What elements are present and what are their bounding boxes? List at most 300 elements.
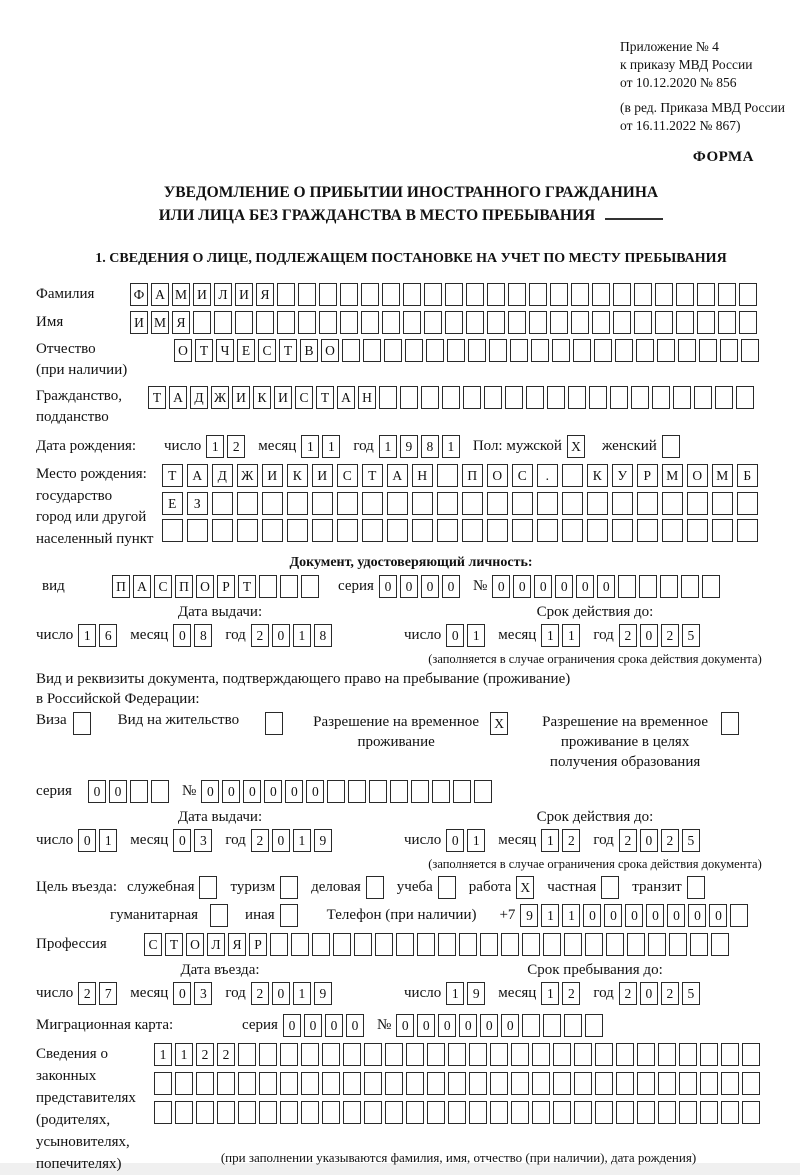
char-cell[interactable]: 7	[99, 982, 117, 1005]
char-cell[interactable]	[531, 339, 549, 362]
char-cell[interactable]	[175, 1101, 193, 1124]
char-cell[interactable]	[606, 933, 624, 956]
char-cell[interactable]: 0	[88, 780, 106, 803]
char-cell[interactable]	[718, 311, 736, 334]
char-cell[interactable]: 8	[421, 435, 439, 458]
char-cell[interactable]	[403, 283, 421, 306]
char-cell[interactable]: 2	[251, 829, 269, 852]
char-cell[interactable]: Ф	[130, 283, 148, 306]
char-cell[interactable]	[214, 311, 232, 334]
char-cell[interactable]: X	[567, 435, 585, 458]
char-cell[interactable]	[612, 519, 633, 542]
char-cell[interactable]: И	[232, 386, 250, 409]
char-cell[interactable]	[543, 933, 561, 956]
char-cell[interactable]: Я	[172, 311, 190, 334]
char-cell[interactable]	[322, 1043, 340, 1066]
char-cell[interactable]	[73, 712, 91, 735]
char-cell[interactable]: 1	[293, 982, 311, 1005]
char-cell[interactable]: 2	[251, 982, 269, 1005]
char-cell[interactable]	[298, 283, 316, 306]
char-cell[interactable]: М	[172, 283, 190, 306]
char-cell[interactable]: 0	[346, 1014, 364, 1037]
char-cell[interactable]: Е	[237, 339, 255, 362]
char-cell[interactable]	[510, 339, 528, 362]
char-cell[interactable]	[574, 1043, 592, 1066]
char-cell[interactable]: С	[337, 464, 358, 487]
char-cell[interactable]: 5	[682, 624, 700, 647]
char-cell[interactable]	[553, 1072, 571, 1095]
char-cell[interactable]: 0	[78, 829, 96, 852]
char-cell[interactable]: 0	[283, 1014, 301, 1037]
char-cell[interactable]: 0	[400, 575, 418, 598]
char-cell[interactable]: 5	[682, 829, 700, 852]
char-cell[interactable]: 0	[396, 1014, 414, 1037]
char-cell[interactable]	[669, 933, 687, 956]
char-cell[interactable]: 1	[175, 1043, 193, 1066]
char-cell[interactable]: 1	[541, 904, 559, 927]
char-cell[interactable]: Т	[362, 464, 383, 487]
char-cell[interactable]	[532, 1101, 550, 1124]
char-cell[interactable]: 9	[400, 435, 418, 458]
char-cell[interactable]: 0	[646, 904, 664, 927]
char-cell[interactable]	[480, 933, 498, 956]
char-cell[interactable]	[739, 311, 757, 334]
char-cell[interactable]	[468, 339, 486, 362]
char-cell[interactable]	[615, 339, 633, 362]
char-cell[interactable]: 2	[562, 982, 580, 1005]
char-cell[interactable]: 0	[446, 624, 464, 647]
char-cell[interactable]	[385, 1072, 403, 1095]
char-cell[interactable]: Я	[228, 933, 246, 956]
char-cell[interactable]: 2	[661, 624, 679, 647]
char-cell[interactable]	[595, 1101, 613, 1124]
char-cell[interactable]	[375, 933, 393, 956]
char-cell[interactable]: 0	[446, 829, 464, 852]
char-cell[interactable]: 1	[293, 829, 311, 852]
char-cell[interactable]	[212, 492, 233, 515]
char-cell[interactable]: 9	[314, 829, 332, 852]
char-cell[interactable]	[742, 1101, 760, 1124]
char-cell[interactable]	[421, 386, 439, 409]
char-cell[interactable]	[562, 464, 583, 487]
char-cell[interactable]	[151, 780, 169, 803]
char-cell[interactable]: К	[587, 464, 608, 487]
char-cell[interactable]: 0	[576, 575, 594, 598]
char-cell[interactable]: И	[312, 464, 333, 487]
char-cell[interactable]: О	[487, 464, 508, 487]
char-cell[interactable]	[550, 283, 568, 306]
char-cell[interactable]	[739, 283, 757, 306]
char-cell[interactable]	[196, 1072, 214, 1095]
char-cell[interactable]	[448, 1043, 466, 1066]
char-cell[interactable]	[655, 283, 673, 306]
char-cell[interactable]	[438, 876, 456, 899]
char-cell[interactable]	[210, 904, 228, 927]
char-cell[interactable]	[532, 1072, 550, 1095]
char-cell[interactable]: Т	[279, 339, 297, 362]
char-cell[interactable]: К	[287, 464, 308, 487]
char-cell[interactable]	[361, 283, 379, 306]
char-cell[interactable]	[721, 1043, 739, 1066]
char-cell[interactable]	[265, 712, 283, 735]
char-cell[interactable]	[592, 311, 610, 334]
char-cell[interactable]	[362, 492, 383, 515]
char-cell[interactable]: 1	[562, 624, 580, 647]
char-cell[interactable]	[432, 780, 450, 803]
char-cell[interactable]	[637, 519, 658, 542]
char-cell[interactable]	[631, 386, 649, 409]
char-cell[interactable]	[277, 283, 295, 306]
char-cell[interactable]: О	[186, 933, 204, 956]
char-cell[interactable]: А	[151, 283, 169, 306]
char-cell[interactable]: 1	[154, 1043, 172, 1066]
char-cell[interactable]	[694, 386, 712, 409]
char-cell[interactable]: 9	[520, 904, 538, 927]
char-cell[interactable]	[508, 283, 526, 306]
char-cell[interactable]	[466, 311, 484, 334]
char-cell[interactable]: Л	[207, 933, 225, 956]
char-cell[interactable]	[154, 1072, 172, 1095]
char-cell[interactable]	[484, 386, 502, 409]
char-cell[interactable]	[237, 519, 258, 542]
char-cell[interactable]: 5	[682, 982, 700, 1005]
char-cell[interactable]	[259, 575, 277, 598]
char-cell[interactable]: Т	[195, 339, 213, 362]
char-cell[interactable]	[301, 1072, 319, 1095]
char-cell[interactable]	[601, 876, 619, 899]
char-cell[interactable]	[238, 1072, 256, 1095]
char-cell[interactable]	[462, 519, 483, 542]
char-cell[interactable]	[587, 492, 608, 515]
char-cell[interactable]: С	[144, 933, 162, 956]
char-cell[interactable]	[412, 492, 433, 515]
char-cell[interactable]	[405, 339, 423, 362]
char-cell[interactable]	[700, 1043, 718, 1066]
char-cell[interactable]	[327, 780, 345, 803]
char-cell[interactable]	[662, 435, 680, 458]
char-cell[interactable]	[280, 1101, 298, 1124]
char-cell[interactable]	[343, 1043, 361, 1066]
char-cell[interactable]	[508, 311, 526, 334]
char-cell[interactable]	[238, 1043, 256, 1066]
char-cell[interactable]: Т	[162, 464, 183, 487]
char-cell[interactable]	[382, 311, 400, 334]
char-cell[interactable]	[154, 1101, 172, 1124]
char-cell[interactable]	[187, 519, 208, 542]
char-cell[interactable]	[235, 311, 253, 334]
char-cell[interactable]	[474, 780, 492, 803]
char-cell[interactable]	[312, 933, 330, 956]
char-cell[interactable]: 2	[196, 1043, 214, 1066]
char-cell[interactable]	[648, 933, 666, 956]
char-cell[interactable]	[280, 904, 298, 927]
char-cell[interactable]	[589, 386, 607, 409]
char-cell[interactable]	[256, 311, 274, 334]
char-cell[interactable]	[342, 339, 360, 362]
char-cell[interactable]	[445, 311, 463, 334]
char-cell[interactable]: С	[154, 575, 172, 598]
char-cell[interactable]	[162, 519, 183, 542]
char-cell[interactable]: 0	[709, 904, 727, 927]
char-cell[interactable]: 0	[264, 780, 282, 803]
char-cell[interactable]	[721, 1072, 739, 1095]
char-cell[interactable]: 8	[314, 624, 332, 647]
char-cell[interactable]	[658, 1101, 676, 1124]
char-cell[interactable]	[390, 780, 408, 803]
char-cell[interactable]: 1	[541, 982, 559, 1005]
char-cell[interactable]	[437, 492, 458, 515]
char-cell[interactable]	[490, 1101, 508, 1124]
char-cell[interactable]: Р	[249, 933, 267, 956]
char-cell[interactable]	[532, 1043, 550, 1066]
char-cell[interactable]: 1	[293, 624, 311, 647]
char-cell[interactable]	[616, 1101, 634, 1124]
char-cell[interactable]	[587, 519, 608, 542]
char-cell[interactable]: 2	[619, 829, 637, 852]
char-cell[interactable]	[312, 492, 333, 515]
char-cell[interactable]	[711, 933, 729, 956]
char-cell[interactable]: О	[321, 339, 339, 362]
char-cell[interactable]: Б	[737, 464, 758, 487]
char-cell[interactable]	[522, 933, 540, 956]
char-cell[interactable]	[529, 311, 547, 334]
char-cell[interactable]: 0	[173, 829, 191, 852]
char-cell[interactable]	[312, 519, 333, 542]
char-cell[interactable]	[427, 1043, 445, 1066]
char-cell[interactable]	[417, 933, 435, 956]
char-cell[interactable]: 0	[201, 780, 219, 803]
char-cell[interactable]: 8	[194, 624, 212, 647]
char-cell[interactable]	[712, 519, 733, 542]
char-cell[interactable]: М	[662, 464, 683, 487]
char-cell[interactable]	[448, 1101, 466, 1124]
char-cell[interactable]	[354, 933, 372, 956]
char-cell[interactable]	[547, 386, 565, 409]
char-cell[interactable]	[741, 339, 759, 362]
char-cell[interactable]	[662, 519, 683, 542]
char-cell[interactable]	[364, 1072, 382, 1095]
char-cell[interactable]	[382, 283, 400, 306]
char-cell[interactable]	[259, 1043, 277, 1066]
char-cell[interactable]: У	[612, 464, 633, 487]
char-cell[interactable]	[130, 780, 148, 803]
char-cell[interactable]	[343, 1072, 361, 1095]
char-cell[interactable]	[437, 519, 458, 542]
char-cell[interactable]	[298, 311, 316, 334]
char-cell[interactable]	[721, 712, 739, 735]
char-cell[interactable]	[259, 1101, 277, 1124]
char-cell[interactable]: С	[512, 464, 533, 487]
char-cell[interactable]	[424, 283, 442, 306]
char-cell[interactable]	[574, 1072, 592, 1095]
char-cell[interactable]	[387, 519, 408, 542]
char-cell[interactable]: 6	[99, 624, 117, 647]
char-cell[interactable]	[613, 311, 631, 334]
char-cell[interactable]	[512, 519, 533, 542]
char-cell[interactable]: 1	[467, 829, 485, 852]
char-cell[interactable]: 2	[619, 624, 637, 647]
char-cell[interactable]: 0	[604, 904, 622, 927]
char-cell[interactable]	[364, 1043, 382, 1066]
char-cell[interactable]	[639, 575, 657, 598]
char-cell[interactable]	[396, 933, 414, 956]
char-cell[interactable]	[562, 492, 583, 515]
char-cell[interactable]: 0	[534, 575, 552, 598]
char-cell[interactable]: Я	[256, 283, 274, 306]
char-cell[interactable]	[737, 492, 758, 515]
char-cell[interactable]	[466, 283, 484, 306]
char-cell[interactable]	[595, 1072, 613, 1095]
char-cell[interactable]: Т	[238, 575, 256, 598]
char-cell[interactable]: 3	[194, 829, 212, 852]
char-cell[interactable]: 9	[467, 982, 485, 1005]
char-cell[interactable]	[616, 1043, 634, 1066]
char-cell[interactable]: 0	[285, 780, 303, 803]
char-cell[interactable]	[676, 283, 694, 306]
char-cell[interactable]: 1	[99, 829, 117, 852]
char-cell[interactable]: 1	[322, 435, 340, 458]
char-cell[interactable]: М	[151, 311, 169, 334]
char-cell[interactable]	[681, 575, 699, 598]
char-cell[interactable]: Д	[212, 464, 233, 487]
char-cell[interactable]	[445, 283, 463, 306]
char-cell[interactable]	[487, 283, 505, 306]
char-cell[interactable]: П	[112, 575, 130, 598]
char-cell[interactable]	[363, 339, 381, 362]
char-cell[interactable]	[301, 575, 319, 598]
char-cell[interactable]	[366, 876, 384, 899]
char-cell[interactable]	[280, 1043, 298, 1066]
char-cell[interactable]	[595, 1043, 613, 1066]
char-cell[interactable]: 0	[421, 575, 439, 598]
char-cell[interactable]: 1	[562, 904, 580, 927]
char-cell[interactable]: М	[712, 464, 733, 487]
char-cell[interactable]	[280, 1072, 298, 1095]
char-cell[interactable]: 0	[442, 575, 460, 598]
char-cell[interactable]: 0	[438, 1014, 456, 1037]
char-cell[interactable]	[679, 1101, 697, 1124]
char-cell[interactable]	[592, 283, 610, 306]
char-cell[interactable]	[406, 1101, 424, 1124]
char-cell[interactable]: 0	[513, 575, 531, 598]
char-cell[interactable]: 1	[442, 435, 460, 458]
char-cell[interactable]	[676, 311, 694, 334]
char-cell[interactable]	[448, 1072, 466, 1095]
char-cell[interactable]: 2	[619, 982, 637, 1005]
char-cell[interactable]: 2	[661, 829, 679, 852]
char-cell[interactable]	[319, 311, 337, 334]
char-cell[interactable]	[699, 339, 717, 362]
char-cell[interactable]: С	[258, 339, 276, 362]
char-cell[interactable]: О	[687, 464, 708, 487]
char-cell[interactable]	[400, 386, 418, 409]
char-cell[interactable]: А	[337, 386, 355, 409]
char-cell[interactable]	[217, 1072, 235, 1095]
char-cell[interactable]: .	[537, 464, 558, 487]
char-cell[interactable]: О	[174, 339, 192, 362]
char-cell[interactable]	[736, 386, 754, 409]
char-cell[interactable]	[369, 780, 387, 803]
char-cell[interactable]: Д	[190, 386, 208, 409]
char-cell[interactable]	[490, 1043, 508, 1066]
char-cell[interactable]: Е	[162, 492, 183, 515]
char-cell[interactable]: Ч	[216, 339, 234, 362]
char-cell[interactable]	[487, 311, 505, 334]
char-cell[interactable]: 0	[640, 624, 658, 647]
char-cell[interactable]	[658, 1043, 676, 1066]
char-cell[interactable]	[322, 1072, 340, 1095]
char-cell[interactable]	[379, 386, 397, 409]
char-cell[interactable]: 1	[206, 435, 224, 458]
char-cell[interactable]: 0	[492, 575, 510, 598]
char-cell[interactable]	[511, 1043, 529, 1066]
char-cell[interactable]: 2	[217, 1043, 235, 1066]
char-cell[interactable]	[526, 386, 544, 409]
char-cell[interactable]	[511, 1101, 529, 1124]
char-cell[interactable]: 0	[417, 1014, 435, 1037]
char-cell[interactable]	[634, 311, 652, 334]
char-cell[interactable]	[238, 1101, 256, 1124]
char-cell[interactable]	[301, 1101, 319, 1124]
char-cell[interactable]	[697, 311, 715, 334]
char-cell[interactable]: 2	[227, 435, 245, 458]
char-cell[interactable]	[212, 519, 233, 542]
char-cell[interactable]	[387, 492, 408, 515]
char-cell[interactable]: И	[130, 311, 148, 334]
char-cell[interactable]: Т	[165, 933, 183, 956]
char-cell[interactable]	[270, 933, 288, 956]
char-cell[interactable]	[322, 1101, 340, 1124]
char-cell[interactable]	[442, 386, 460, 409]
char-cell[interactable]	[594, 339, 612, 362]
char-cell[interactable]: 1	[379, 435, 397, 458]
char-cell[interactable]: 0	[597, 575, 615, 598]
char-cell[interactable]: П	[175, 575, 193, 598]
char-cell[interactable]	[280, 876, 298, 899]
char-cell[interactable]: 0	[583, 904, 601, 927]
char-cell[interactable]: И	[193, 283, 211, 306]
char-cell[interactable]	[489, 339, 507, 362]
char-cell[interactable]: И	[235, 283, 253, 306]
char-cell[interactable]	[613, 283, 631, 306]
char-cell[interactable]	[462, 492, 483, 515]
char-cell[interactable]: Р	[637, 464, 658, 487]
char-cell[interactable]	[552, 339, 570, 362]
char-cell[interactable]: 2	[251, 624, 269, 647]
char-cell[interactable]	[437, 464, 458, 487]
char-cell[interactable]	[655, 311, 673, 334]
char-cell[interactable]	[501, 933, 519, 956]
char-cell[interactable]	[291, 933, 309, 956]
char-cell[interactable]	[737, 519, 758, 542]
char-cell[interactable]	[438, 933, 456, 956]
char-cell[interactable]	[511, 1072, 529, 1095]
char-cell[interactable]: 0	[306, 780, 324, 803]
char-cell[interactable]: К	[253, 386, 271, 409]
char-cell[interactable]	[340, 311, 358, 334]
char-cell[interactable]: 2	[661, 982, 679, 1005]
char-cell[interactable]	[427, 1101, 445, 1124]
char-cell[interactable]: 0	[501, 1014, 519, 1037]
char-cell[interactable]: О	[196, 575, 214, 598]
char-cell[interactable]: 0	[480, 1014, 498, 1037]
char-cell[interactable]	[384, 339, 402, 362]
char-cell[interactable]: 0	[640, 829, 658, 852]
char-cell[interactable]	[721, 1101, 739, 1124]
char-cell[interactable]	[385, 1101, 403, 1124]
char-cell[interactable]: X	[490, 712, 508, 735]
char-cell[interactable]	[697, 283, 715, 306]
